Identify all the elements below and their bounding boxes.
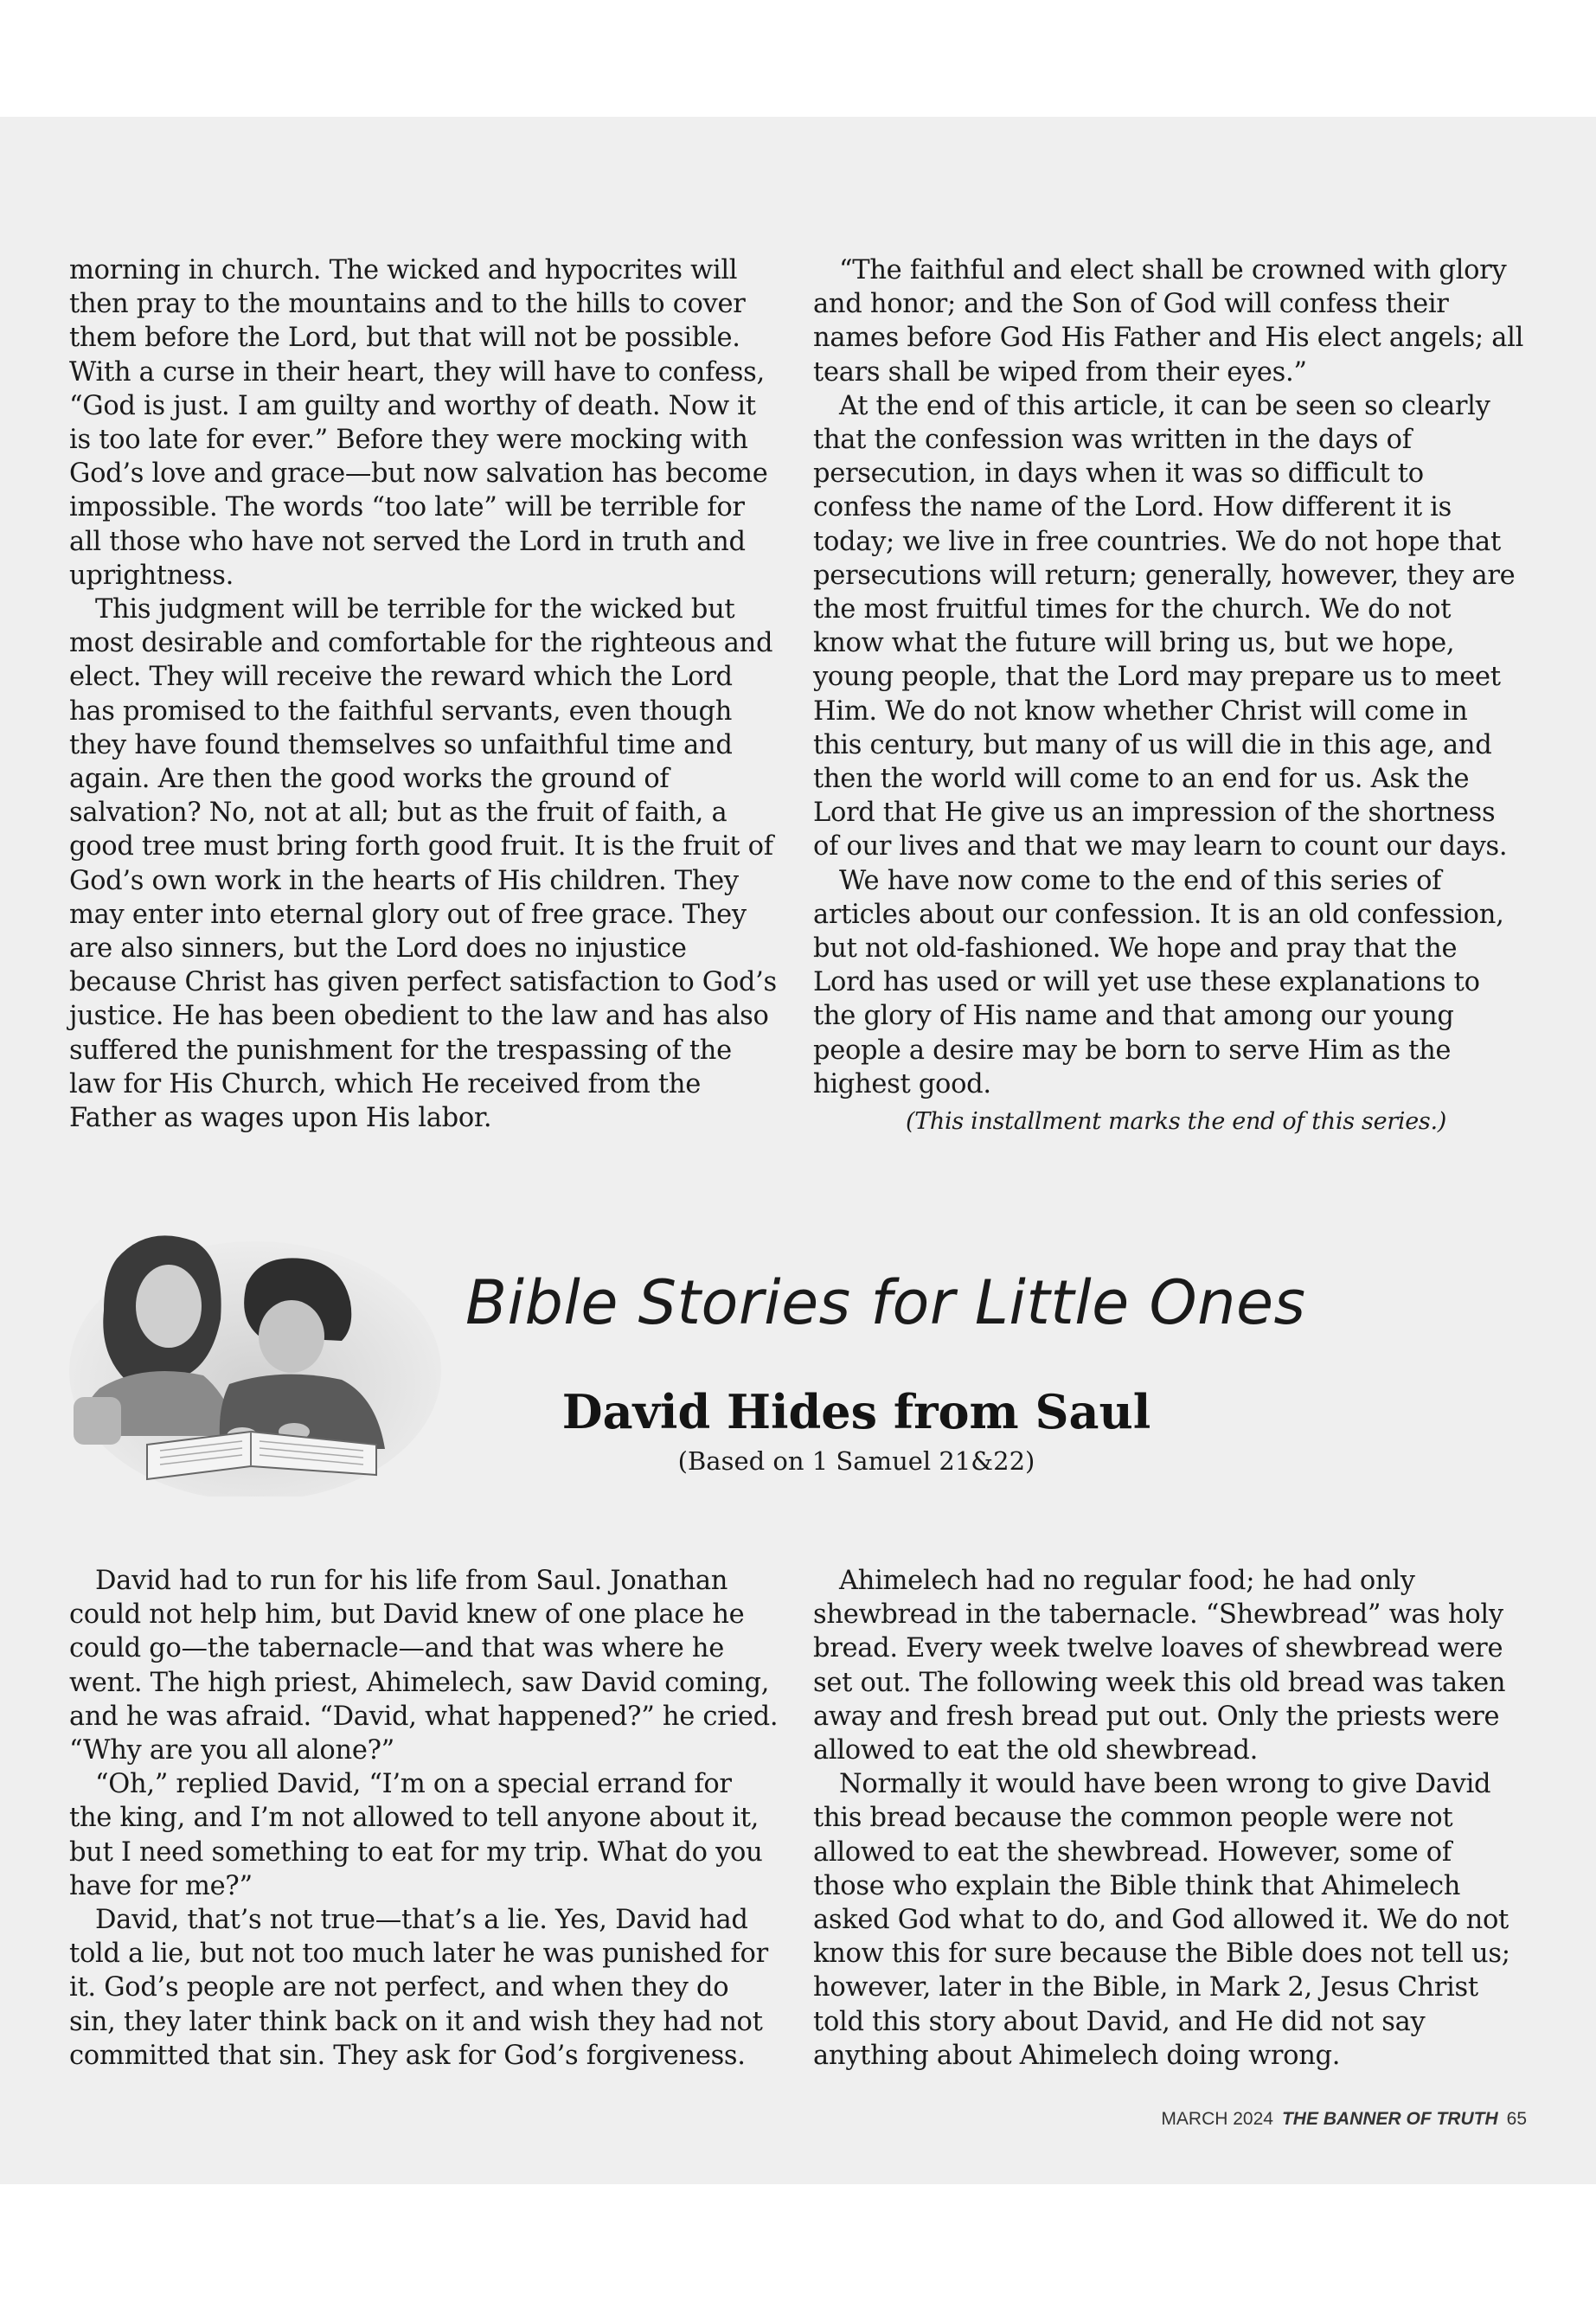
footer-magazine-name: THE BANNER OF TRUTH [1281,2109,1498,2129]
article-column-right [813,253,1524,1138]
article-column-left [69,253,780,1135]
children-reading-illustration [65,1224,441,1497]
article-paragraph: At the end of this article, it can be seen so clearly that the confession was written in the days of persecution, in days when it was so difficult to confess the name of the Lord. How different it is today; we live in free countries. We do not hope that persecutions will return; generally, however, they are the most fruitful times for the church. We do not know what the future will bring us, but we hope, young people, that the Lord may prepare us to meet Him. We do not know whether Christ will come in this century, but many of us will die in this age, and then the world will come to an end for us. Ask the Lord that He give us an impression of the shortness of our lives and that we may learn to count our days. [813,390,1516,862]
story-paragraph: “Oh,” replied David, “I’m on a special errand for the king, and I’m not allowed to tell anyone about it, but I need something to eat for my trip. What do you have for me?” [69,1769,763,1901]
page-number: 65 [1506,2109,1527,2129]
story-column-left [69,1564,780,2073]
story-title: David Hides from Saul [561,1384,1151,1439]
story-paragraph: Normally it would have been wrong to give David this bread because the common people were not allowed to eat the shewbread. However, some of those who explain the Bible think that Ahimelech asked God what to do, and God allowed it. We do not know this for sure because the Bible does not tell us; however, later in the Bible, in Mark 2, Jesus Christ told this story about David, and He did not say anything about Ahimelech doing wrong. [813,1769,1510,2071]
story-subtitle: (Based on 1 Samuel 21&22) [677,1446,1035,1476]
story-paragraph: Ahimelech had no regular food; he had only shewbread in the tabernacle. “Shewbread” was holy bread. Every week twelve loaves of shewbread were set out. The following week this old bread was taken away and fresh bread put out. Only the priests were allowed to eat the old shewbread. [813,1566,1506,1766]
article-paragraph: morning in church. The wicked and hypocrites will then pray to the mountains and to the hills to cover them before the Lord, but that will not be possible. With a curse in their heart, they will have to confess, “God is just. I am guilty and worthy of death. Now it is too late for ever.” Before they were mocking with God’s love and grace—but now salvation has become impossible. The words “too late” will be terrible for all those who have not served the Lord in truth and uprightness. [69,255,768,591]
story-paragraph: David had to run for his life from Saul. Jonathan could not help him, but David knew of one place he could go—the tabernacle—and that was where he went. The high priest, Ahimelech, saw David coming, and he was afraid. “David, what happened?” he cried. “Why are you all alone?” [69,1566,779,1766]
series-end-note: (This installment marks the end of this series.) [905,1108,1446,1136]
article-paragraph: This judgment will be terrible for the wicked but most desirable and comfortable for the righteous and elect. They will receive the reward which the Lord has promised to the faithful servants, even though they have found themselves so unfaithful time and again. Are then the good works the ground of salvation? No, not at all; but as the fruit of faith, a good tree must bring forth good fruit. It is the fruit of God’s own work in the hearts of His children. They may enter into eternal glory out of free grace. They are also sinners, but the Lord does no injustice because Christ has given perfect satisfaction to God’s justice. He has been obedient to the law and has also suffered the punishment for the trespassing of the law for His Church, which He received from the Father as wages upon His labor. [69,594,777,1134]
page-footer [1161,2109,1527,2130]
story-paragraph: David, that’s not true—that’s a lie. Yes, David had told a lie, but not too much later he was punished for it. God’s people are not perfect, and when they do sin, they later think back on it and wish they had not committed that sin. They ask for God’s forgiveness. [69,1905,768,2071]
story-column-right [813,1564,1524,2073]
section-title: Bible Stories for Little Ones [465,1267,1306,1338]
article-paragraph: “The faithful and elect shall be crowned with glory and honor; and the Son of God will confess their names before God His Father and His elect angels; all tears shall be wiped from their eyes.” [813,255,1524,388]
article-paragraph: We have now come to the end of this series of articles about our confession. It is an old confession, but not old-fashioned. We hope and pray that the Lord has used or will yet use these explanations to the glory of His name and that among our young people a desire may be born to serve Him as the highest good. [813,865,1504,1099]
footer-issue-date: MARCH 2024 [1161,2109,1273,2129]
